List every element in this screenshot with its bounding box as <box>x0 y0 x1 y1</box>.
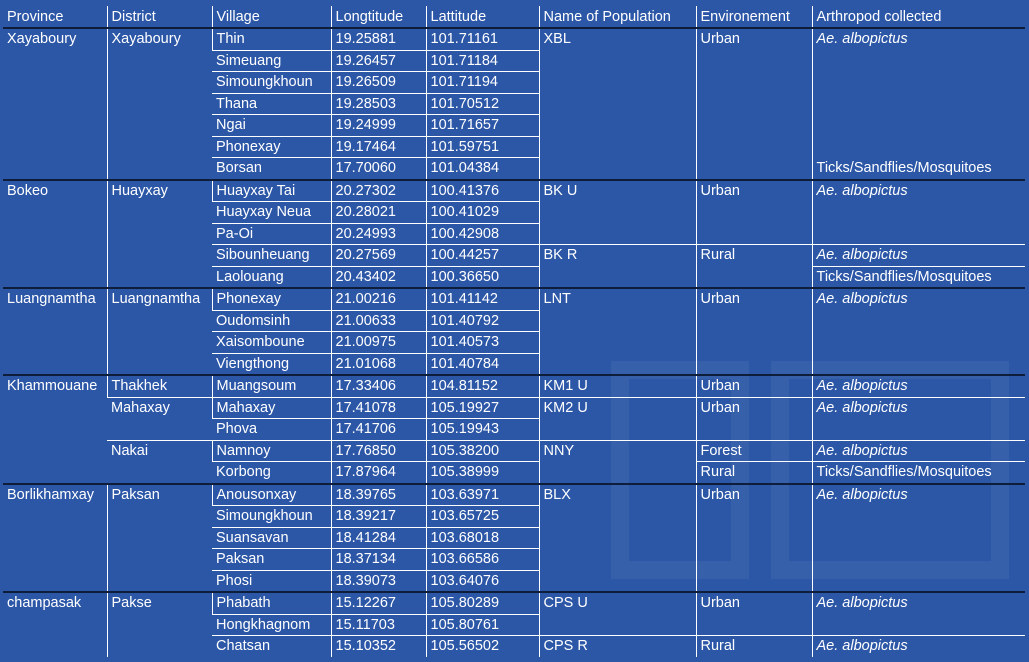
longitude-cell: 19.26509 <box>331 72 426 94</box>
longitude-cell: 15.10352 <box>331 636 426 657</box>
village-cell: Laolouang <box>216 268 284 285</box>
village-cell: Xaisomboune <box>212 332 331 354</box>
village-cell: Phonexay <box>212 288 331 310</box>
arthropod-cell: Ae. albopictus <box>812 440 1025 462</box>
village-cell: Pa-Oi <box>212 223 331 245</box>
district-cell: Luangnamtha <box>107 288 212 375</box>
environment-cell: Rural <box>696 245 812 289</box>
district-cell: Mahaxay <box>107 397 212 440</box>
longitude-cell: 19.17464 <box>331 136 426 158</box>
province-cell: Xayaboury <box>7 31 77 47</box>
district-cell: Huayxay <box>107 180 212 289</box>
arthropod-cell: Ae. albopictus <box>812 288 1025 375</box>
province-cell: Borlikhamxay <box>7 486 95 503</box>
environment-cell: Urban <box>696 28 812 180</box>
longitude-cell: 19.26457 <box>331 50 426 72</box>
longitude-cell: 21.00633 <box>331 310 426 332</box>
village-cell: Sibounheuang <box>212 245 331 267</box>
village-cell: Hongkhagnom <box>212 614 331 636</box>
longitude-cell: 20.43402 <box>331 266 426 288</box>
district-cell: Paksan <box>107 484 212 593</box>
latitude-cell: 105.19943 <box>426 419 539 441</box>
village-cell: Oudomsinh <box>212 310 331 332</box>
province-cell: champasak <box>7 595 82 611</box>
environment-cell: Urban <box>696 484 812 593</box>
header-environment: Environement <box>696 6 812 28</box>
latitude-cell: 105.38200 <box>426 440 539 462</box>
longitude-cell: 19.28503 <box>331 93 426 115</box>
table-row <box>3 28 1025 50</box>
village-cell: Ngai <box>212 115 331 137</box>
population-cell: BK R <box>539 245 696 289</box>
village-cell: Muangsoum <box>212 375 331 397</box>
table-row <box>3 288 1025 310</box>
latitude-cell: 101.71161 <box>426 28 539 50</box>
longitude-cell: 15.11703 <box>331 614 426 636</box>
latitude-cell: 101.71184 <box>426 50 539 72</box>
latitude-cell: 101.40784 <box>426 353 539 375</box>
district-cell: Xayaboury <box>107 28 212 180</box>
header-arthropod: Arthropod collected <box>812 6 1025 28</box>
environment-cell: Urban <box>696 592 812 636</box>
header-longitude: Longtitude <box>331 6 426 28</box>
population-cell: CPS U <box>539 592 696 636</box>
longitude-cell: 17.70060 <box>331 158 426 180</box>
longitude-cell: 15.12267 <box>331 592 426 614</box>
district-cell: Thakhek <box>107 375 212 397</box>
village-cell: Simeuang <box>212 50 331 72</box>
longitude-cell: 18.39073 <box>331 570 426 592</box>
table-row <box>3 440 1025 462</box>
latitude-cell: 100.36650 <box>426 266 539 288</box>
village-cell: Phosi <box>216 572 253 589</box>
arthropod-cell: Ticks/Sandflies/Mosquitoes <box>812 266 1025 288</box>
longitude-cell: 18.39765 <box>331 484 426 506</box>
longitude-cell: 20.27569 <box>331 245 426 267</box>
longitude-cell: 20.28021 <box>331 202 426 224</box>
latitude-cell: 104.81152 <box>426 375 539 397</box>
table-row <box>3 180 1025 202</box>
population-cell: KM1 U <box>539 375 696 397</box>
village-cell: Phova <box>212 419 331 441</box>
village-cell: Thin <box>212 28 331 50</box>
village-cell: Namnoy <box>212 440 331 462</box>
village-cell: Suansavan <box>212 527 331 549</box>
header-row <box>3 6 1025 28</box>
population-cell: XBL <box>539 28 696 180</box>
latitude-cell: 103.68018 <box>426 527 539 549</box>
table-row <box>3 484 1025 506</box>
table-row <box>3 397 1025 419</box>
latitude-cell: 101.40573 <box>426 332 539 354</box>
village-cell: Simoungkhoun <box>212 506 331 528</box>
province-cell: Khammouane <box>7 378 98 394</box>
district-cell: Pakse <box>107 592 212 657</box>
population-cell: CPS R <box>539 636 696 657</box>
latitude-cell: 105.19927 <box>426 397 539 419</box>
arthropod-cell: Ae. albopictus <box>812 592 1025 636</box>
province-cell: Bokeo <box>7 182 49 199</box>
longitude-cell: 21.00216 <box>331 288 426 310</box>
latitude-cell: 100.42908 <box>426 223 539 245</box>
environment-cell: Forest <box>696 440 812 462</box>
village-cell: Anousonxay <box>212 484 331 506</box>
longitude-cell: 19.24999 <box>331 115 426 137</box>
village-cell: Viengthong <box>216 355 290 372</box>
header-village: Village <box>212 6 331 28</box>
latitude-cell: 101.41142 <box>426 288 539 310</box>
latitude-cell: 103.64076 <box>426 570 539 592</box>
environment-cell: Urban <box>696 397 812 440</box>
latitude-cell: 100.41376 <box>426 180 539 202</box>
population-cell: BLX <box>539 484 696 593</box>
village-cell: Thana <box>212 93 331 115</box>
village-cell: Borsan <box>216 160 262 176</box>
header-population: Name of Population <box>539 6 696 28</box>
latitude-cell: 103.65725 <box>426 506 539 528</box>
arthropod-cell: Ae. albopictus <box>812 28 1025 158</box>
longitude-cell: 17.33406 <box>331 375 426 397</box>
longitude-cell: 17.76850 <box>331 440 426 462</box>
latitude-cell: 101.71657 <box>426 115 539 137</box>
longitude-cell: 17.41706 <box>331 419 426 441</box>
arthropod-cell: Ae. albopictus <box>812 180 1025 245</box>
longitude-cell: 17.41078 <box>331 397 426 419</box>
village-cell: Mahaxay <box>212 397 331 419</box>
arthropod-cell: Ticks/Sandflies/Mosquitoes <box>812 462 1025 484</box>
header-province: Province <box>7 9 64 25</box>
longitude-cell: 18.41284 <box>331 527 426 549</box>
population-cell: BK U <box>539 180 696 245</box>
latitude-cell: 100.41029 <box>426 202 539 224</box>
latitude-cell: 101.40792 <box>426 310 539 332</box>
village-cell: Phabath <box>212 592 331 614</box>
table-row <box>3 592 1025 614</box>
population-cell: NNY <box>539 440 696 484</box>
sampling-sites-table <box>3 6 1025 657</box>
province-cell: Luangnamtha <box>7 291 96 307</box>
village-cell: Huayxay Tai <box>212 180 331 202</box>
environment-cell: Urban <box>696 288 812 375</box>
village-cell: Simoungkhoun <box>212 72 331 94</box>
longitude-cell: 21.01068 <box>331 353 426 375</box>
population-cell: LNT <box>539 288 696 375</box>
latitude-cell: 101.71194 <box>426 72 539 94</box>
environment-cell: Urban <box>696 375 812 397</box>
header-latitude: Lattitude <box>426 6 539 28</box>
environment-cell: Rural <box>696 462 812 484</box>
latitude-cell: 103.63971 <box>426 484 539 506</box>
latitude-cell: 105.38999 <box>426 462 539 484</box>
longitude-cell: 20.24993 <box>331 223 426 245</box>
latitude-cell: 105.80289 <box>426 592 539 614</box>
latitude-cell: 100.44257 <box>426 245 539 267</box>
latitude-cell: 103.66586 <box>426 549 539 571</box>
village-cell: Chatsan <box>216 638 271 654</box>
village-cell: Korbong <box>216 464 271 480</box>
longitude-cell: 18.39217 <box>331 506 426 528</box>
arthropod-cell: Ticks/Sandflies/Mosquitoes <box>812 158 1025 180</box>
latitude-cell: 105.80761 <box>426 614 539 636</box>
latitude-cell: 101.04384 <box>426 158 539 180</box>
village-cell: Paksan <box>212 549 331 571</box>
village-cell: Huayxay Neua <box>212 202 331 224</box>
population-cell: KM2 U <box>539 397 696 440</box>
latitude-cell: 101.59751 <box>426 136 539 158</box>
arthropod-cell: Ae. albopictus <box>812 397 1025 440</box>
environment-cell: Urban <box>696 180 812 245</box>
longitude-cell: 17.87964 <box>331 462 426 484</box>
longitude-cell: 20.27302 <box>331 180 426 202</box>
arthropod-cell: Ae. albopictus <box>812 636 1025 657</box>
longitude-cell: 19.25881 <box>331 28 426 50</box>
longitude-cell: 21.00975 <box>331 332 426 354</box>
latitude-cell: 101.70512 <box>426 93 539 115</box>
village-cell: Phonexay <box>212 136 331 158</box>
longitude-cell: 18.37134 <box>331 549 426 571</box>
arthropod-cell: Ae. albopictus <box>812 375 1025 397</box>
table-row <box>3 375 1025 397</box>
arthropod-cell: Ae. albopictus <box>812 245 1025 267</box>
latitude-cell: 105.56502 <box>426 636 539 657</box>
environment-cell: Rural <box>696 636 812 657</box>
header-district: District <box>107 6 212 28</box>
district-cell: Nakai <box>111 442 149 459</box>
arthropod-cell: Ae. albopictus <box>812 484 1025 593</box>
